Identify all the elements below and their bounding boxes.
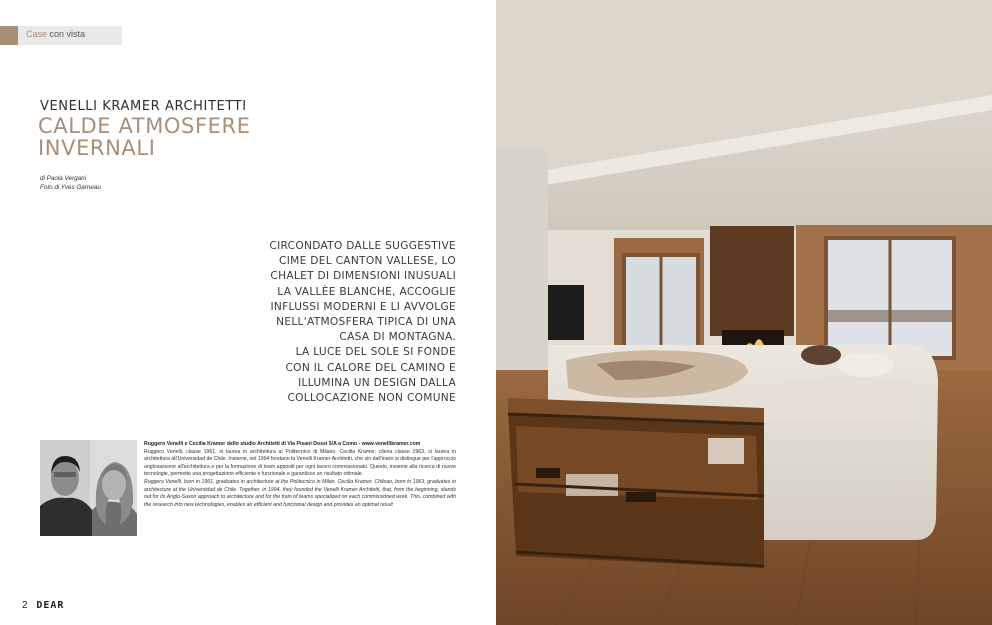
article-title bbox=[38, 115, 251, 159]
intro-line: CIME DEL CANTON VALLESE, LO bbox=[279, 255, 456, 268]
cushion bbox=[838, 353, 894, 377]
cushion bbox=[801, 345, 841, 365]
living-room-photo bbox=[496, 0, 992, 625]
intro-line: COLLOCAZIONE NON COMUNE bbox=[287, 392, 456, 405]
studio-name: VENELLI KRAMER ARCHITETTI bbox=[40, 99, 247, 114]
intro-line: ILLUMINA UN DESIGN DALLA bbox=[298, 376, 456, 389]
bio-english: Ruggero Venelli, born in 1961, graduates in architecture at the Politecnico in Milan. Cecilia Kramer, Chilean, born in 1963, graduates in architecture at the Universidad de Chile. Together, in 1994, they founded the Venelli Kramer Architetti, that, from the beginning, stands out for its Anglo-Saxon approach to architecture and for the train of teams specialized on each commissioned work. This, combined with the research into new technologies, enables an efficient and functional design and provides an optimal result bbox=[144, 478, 456, 508]
author-credit: di Paola Vergani bbox=[40, 175, 86, 182]
tv-screen bbox=[548, 285, 584, 340]
intro-line: NELL'ATMOSFERA TIPICA DI UNA bbox=[276, 316, 456, 329]
section-tab bbox=[0, 26, 122, 45]
intro-line: CASA DI MONTAGNA. bbox=[339, 331, 456, 344]
article-title-line1: CALDE ATMOSFERE bbox=[38, 114, 251, 138]
section-color-swatch bbox=[0, 26, 18, 45]
photo-credit: Foto di Yves Garneau bbox=[40, 184, 101, 191]
intro-line: LA VALLÈE BLANCHE, ACCOGLIE bbox=[277, 285, 456, 298]
page-footer bbox=[22, 600, 64, 611]
interior-photo bbox=[496, 0, 992, 625]
intro-line: LA LUCE DEL SOLE SI FONDE bbox=[295, 346, 456, 359]
intro-line: CON IL CALORE DEL CAMINO E bbox=[285, 361, 456, 374]
section-label-part1: Case bbox=[26, 29, 48, 39]
section-label bbox=[26, 29, 85, 39]
bio-italian: Ruggero Venelli, classe 1961, si laurea in architettura al Politecnico di Milano. Cecilia Kramer, cilena classe 1963, si laurea in architettura all'Universidad de Chile. Insieme, nel 1994 fondano la Venelli Kramer Architetti, che sin dall'inizio si distingue per l'approccio anglosassone all'architettura e per la formazione di team appositi per ogni lavoro commissionato. Questo, insieme alla ricerca di nuove tecnologie, permette una progettazione efficiente e funzionale e garantisce un risultato ottimale. bbox=[144, 448, 456, 478]
bio-heading: Ruggero Venelli e Cecilia Kramer dello studio Architetti di Via Pisani Dossi 5/A a Como - www.venellikramer.com bbox=[144, 441, 421, 447]
article-title-line2: INVERNALI bbox=[38, 136, 156, 160]
intro-paragraph bbox=[190, 239, 456, 406]
byline bbox=[40, 174, 101, 192]
architects-portrait-image bbox=[40, 440, 137, 536]
intro-line: CIRCONDATO DALLE SUGGESTIVE bbox=[269, 240, 456, 252]
intro-line: CHALET DI DIMENSIONI INUSUALI bbox=[270, 270, 456, 283]
intro-line: INFLUSSI MODERNI E LI AVVOLGE bbox=[270, 300, 456, 313]
section-label-part2: con vista bbox=[47, 29, 86, 39]
architects-bio bbox=[144, 441, 456, 509]
fireplace-hood bbox=[710, 226, 794, 336]
page-number: 2 bbox=[22, 600, 28, 611]
architects-portrait bbox=[40, 440, 137, 536]
magazine-name: DEAR bbox=[36, 600, 65, 611]
